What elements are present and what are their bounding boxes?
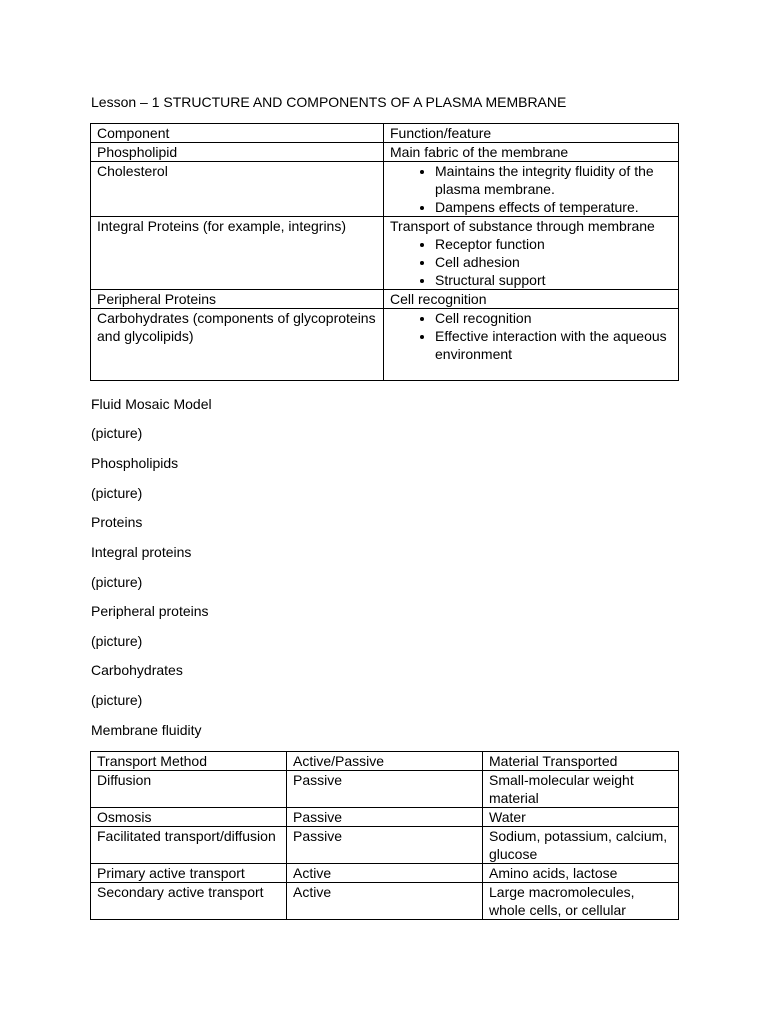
list-item: • Maintains the integrity fluidity of the plasma membrane.	[435, 162, 672, 198]
picture-placeholder: (picture)	[91, 692, 143, 708]
bullet-list	[390, 235, 672, 289]
type-cell: Passive	[287, 771, 483, 808]
section-heading-integral-proteins: Integral proteins	[91, 544, 192, 560]
method-cell: Primary active transport	[91, 864, 287, 883]
list-item: • Effective interaction with the aqueous environment	[435, 327, 672, 363]
header-cell: Component	[91, 124, 384, 143]
type-cell: Active	[287, 864, 483, 883]
type-cell: Passive	[287, 808, 483, 827]
table-row	[91, 771, 679, 808]
material-cell: Sodium, potassium, calcium, glucose	[483, 827, 679, 864]
header-cell: Function/feature	[384, 124, 679, 143]
table-row	[91, 827, 679, 864]
bullet-list	[390, 162, 672, 216]
list-item: • Structural support	[435, 271, 672, 289]
table-row	[91, 808, 679, 827]
type-cell: Active	[287, 883, 483, 920]
method-cell: Secondary active transport	[91, 883, 287, 920]
section-heading-carbohydrates: Carbohydrates	[91, 662, 183, 678]
type-cell: Passive	[287, 827, 483, 864]
components-table	[90, 123, 679, 381]
component-cell: Integral Proteins (for example, integrins)	[91, 217, 384, 290]
material-cell: Large macromolecules, whole cells, or cellular	[483, 883, 679, 920]
method-cell: Osmosis	[91, 808, 287, 827]
method-cell: Facilitated transport/diffusion	[91, 827, 287, 864]
function-cell	[384, 217, 679, 290]
list-item: • Cell recognition	[435, 309, 672, 327]
table-row	[91, 883, 679, 920]
component-cell: Cholesterol	[91, 162, 384, 217]
material-cell: Small-molecular weight material	[483, 771, 679, 808]
function-text: Transport of substance through membrane	[390, 218, 655, 234]
table-row	[91, 864, 679, 883]
table-header-row	[91, 124, 679, 143]
component-cell: Peripheral Proteins	[91, 290, 384, 309]
table-row	[91, 162, 679, 217]
section-heading-proteins: Proteins	[91, 514, 143, 530]
table-row	[91, 217, 679, 290]
table-row	[91, 143, 679, 162]
function-cell	[384, 162, 679, 217]
table-row	[91, 290, 679, 309]
bullet-list	[390, 309, 672, 363]
section-heading-fluid-mosaic-model: Fluid Mosaic Model	[91, 396, 212, 412]
picture-placeholder: (picture)	[91, 425, 143, 441]
header-cell: Material Transported	[483, 752, 679, 771]
table-header-row	[91, 752, 679, 771]
list-item: • Cell adhesion	[435, 253, 672, 271]
material-cell: Water	[483, 808, 679, 827]
transport-table	[90, 751, 679, 920]
function-cell: Main fabric of the membrane	[384, 143, 679, 162]
list-item: • Dampens effects of temperature.	[435, 198, 672, 216]
picture-placeholder: (picture)	[91, 633, 143, 649]
page-title: Lesson – 1 STRUCTURE AND COMPONENTS OF A PLASMA MEMBRANE	[91, 94, 567, 110]
component-cell: Phospholipid	[91, 143, 384, 162]
component-cell: Carbohydrates (components of glycoproteins and glycolipids)	[91, 309, 384, 381]
function-cell	[384, 309, 679, 381]
header-cell: Active/Passive	[287, 752, 483, 771]
picture-placeholder: (picture)	[91, 574, 143, 590]
list-item: • Receptor function	[435, 235, 672, 253]
function-cell: Cell recognition	[384, 290, 679, 309]
method-cell: Diffusion	[91, 771, 287, 808]
section-heading-peripheral-proteins: Peripheral proteins	[91, 603, 209, 619]
header-cell: Transport Method	[91, 752, 287, 771]
section-heading-phospholipids: Phospholipids	[91, 455, 179, 471]
material-cell: Amino acids, lactose	[483, 864, 679, 883]
section-heading-membrane-fluidity: Membrane fluidity	[91, 722, 202, 738]
picture-placeholder: (picture)	[91, 485, 143, 501]
table-row	[91, 309, 679, 381]
